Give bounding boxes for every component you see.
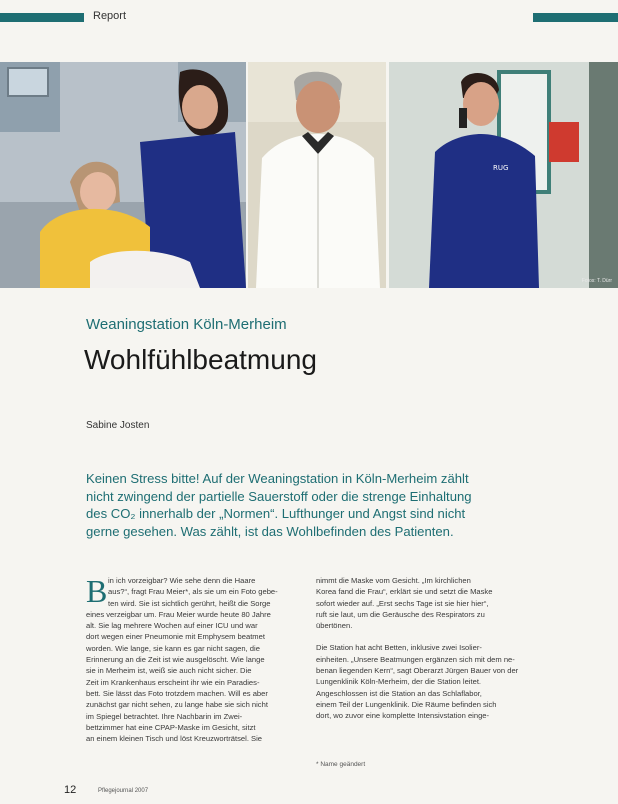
article-kicker: Weaningstation Köln-Merheim <box>86 316 287 333</box>
body-line: dort, wo zuvor eine komplette Intensivstation einge- <box>316 711 490 721</box>
body-line: aus?“, fragt Frau Meier*, als sie um ein Foto gebe- <box>108 587 278 597</box>
paragraph-gap <box>316 631 536 642</box>
body-line: bett. Sie lässt das Foto trotzdem machen. Will es aber <box>86 688 268 698</box>
article-lead <box>86 470 536 540</box>
body-line: an einem kleinen Tisch und löst Kreuzworträtsel. Sie <box>86 734 263 744</box>
body-line: worden. Wie lange, sie kann es gar nicht sagen, die <box>86 643 260 653</box>
body-line: sie in Merheim ist, weiß sie auch nicht sicher. Die <box>86 666 252 676</box>
body-line: ten wird. Sie ist sichtlich gerührt, heißt die Sorge <box>108 598 271 608</box>
body-line: nimmt die Maske vom Gesicht. „Im kirchlichen <box>316 576 471 585</box>
section-label: Report <box>93 10 127 22</box>
body-column-left <box>86 575 306 744</box>
body-line: Die Station hat acht Betten, inklusive zwei Isolier- <box>316 643 482 653</box>
lead-line: nicht zwingend der partielle Sauerstoff oder die strenge Einhaltung <box>86 488 472 504</box>
photo-doctor-portrait <box>248 62 386 288</box>
body-line: Angeschlossen ist die Station an das Schlaflabor, <box>316 688 482 698</box>
body-line: benan liegenden Kern“, sagt Oberarzt Jürgen Bauer von der <box>316 666 519 676</box>
article-title: Wohlfühlbeatmung <box>84 344 317 375</box>
photo-doctor-portrait-image <box>248 62 386 288</box>
body-line: Zeit im Krankenhaus erscheint ihr wie ein Paradies- <box>86 677 260 687</box>
body-line: bettzimmer hat eine CPAP-Maske im Gesicht, sitzt <box>86 722 256 732</box>
body-line: in ich vorzeigbar? Wie sehe denn die Haare <box>108 576 256 585</box>
body-line: einem Teil der Lungenklinik. Die Räume befinden sich <box>316 699 497 709</box>
body-line: Korea fand die Frau“, erklärt sie und setzt die Maske <box>316 587 493 597</box>
lead-line: Keinen Stress bitte! Auf der Weaningstation in Köln-Merheim zählt <box>86 471 469 486</box>
svg-text:RUG: RUG <box>493 164 509 172</box>
body-column-right <box>316 575 536 722</box>
page-number: 12 <box>64 784 77 796</box>
footnote: * Name geändert <box>316 761 366 768</box>
photo-nurse-on-phone-image <box>389 62 618 288</box>
header-accent-bar-left <box>0 13 84 22</box>
article-dropcap: B <box>86 573 108 609</box>
photo-credit: Fotos: T. Dürr <box>581 278 612 284</box>
header-accent-bar-right <box>533 13 618 22</box>
photo-patient-with-nurse <box>0 62 246 288</box>
body-line: übertönen. <box>316 621 353 631</box>
article-author: Sabine Josten <box>86 420 150 431</box>
journal-name: Pflegejournal 2007 <box>98 788 149 794</box>
photo-patient-with-nurse-image <box>0 62 246 288</box>
body-line: ruft sie laut, um die Geräusche des Respirators zu <box>316 609 485 619</box>
lead-line: gerne gesehen. Was zählt, ist das Wohlbefinden des Patienten. <box>86 523 454 539</box>
body-line: zunächst gar nicht sehen, zu lange habe sie sich nicht <box>86 700 268 710</box>
body-line: Lungenklinik Köln-Merheim, der die Station leitet. <box>316 677 482 687</box>
body-line: alt. Sie lag mehrere Wochen auf einer ICU und war <box>86 621 258 631</box>
body-line: im Spiegel betrachtet. Ihre Nachbarin im Zwei- <box>86 711 243 721</box>
body-line: sofort wieder auf. „Erst sechs Tage ist sie hier hier“, <box>316 598 489 608</box>
body-line: dort wegen einer Pneumonie mit Emphysem beatmet <box>86 632 265 642</box>
body-line: Erinnerung an die Zeit ist wie ausgelöscht. Wie lange <box>86 655 265 665</box>
photo-nurse-on-phone <box>389 62 618 288</box>
body-line: einheiten. „Unsere Beatmungen ergänzen sich mit dem ne- <box>316 654 515 664</box>
body-line: eines verzeigbar um. Frau Meier wurde heute 80 Jahre <box>86 609 271 619</box>
lead-line: des CO₂ innerhalb der „Normen“. Lufthunger und Angst sind nicht <box>86 506 466 522</box>
